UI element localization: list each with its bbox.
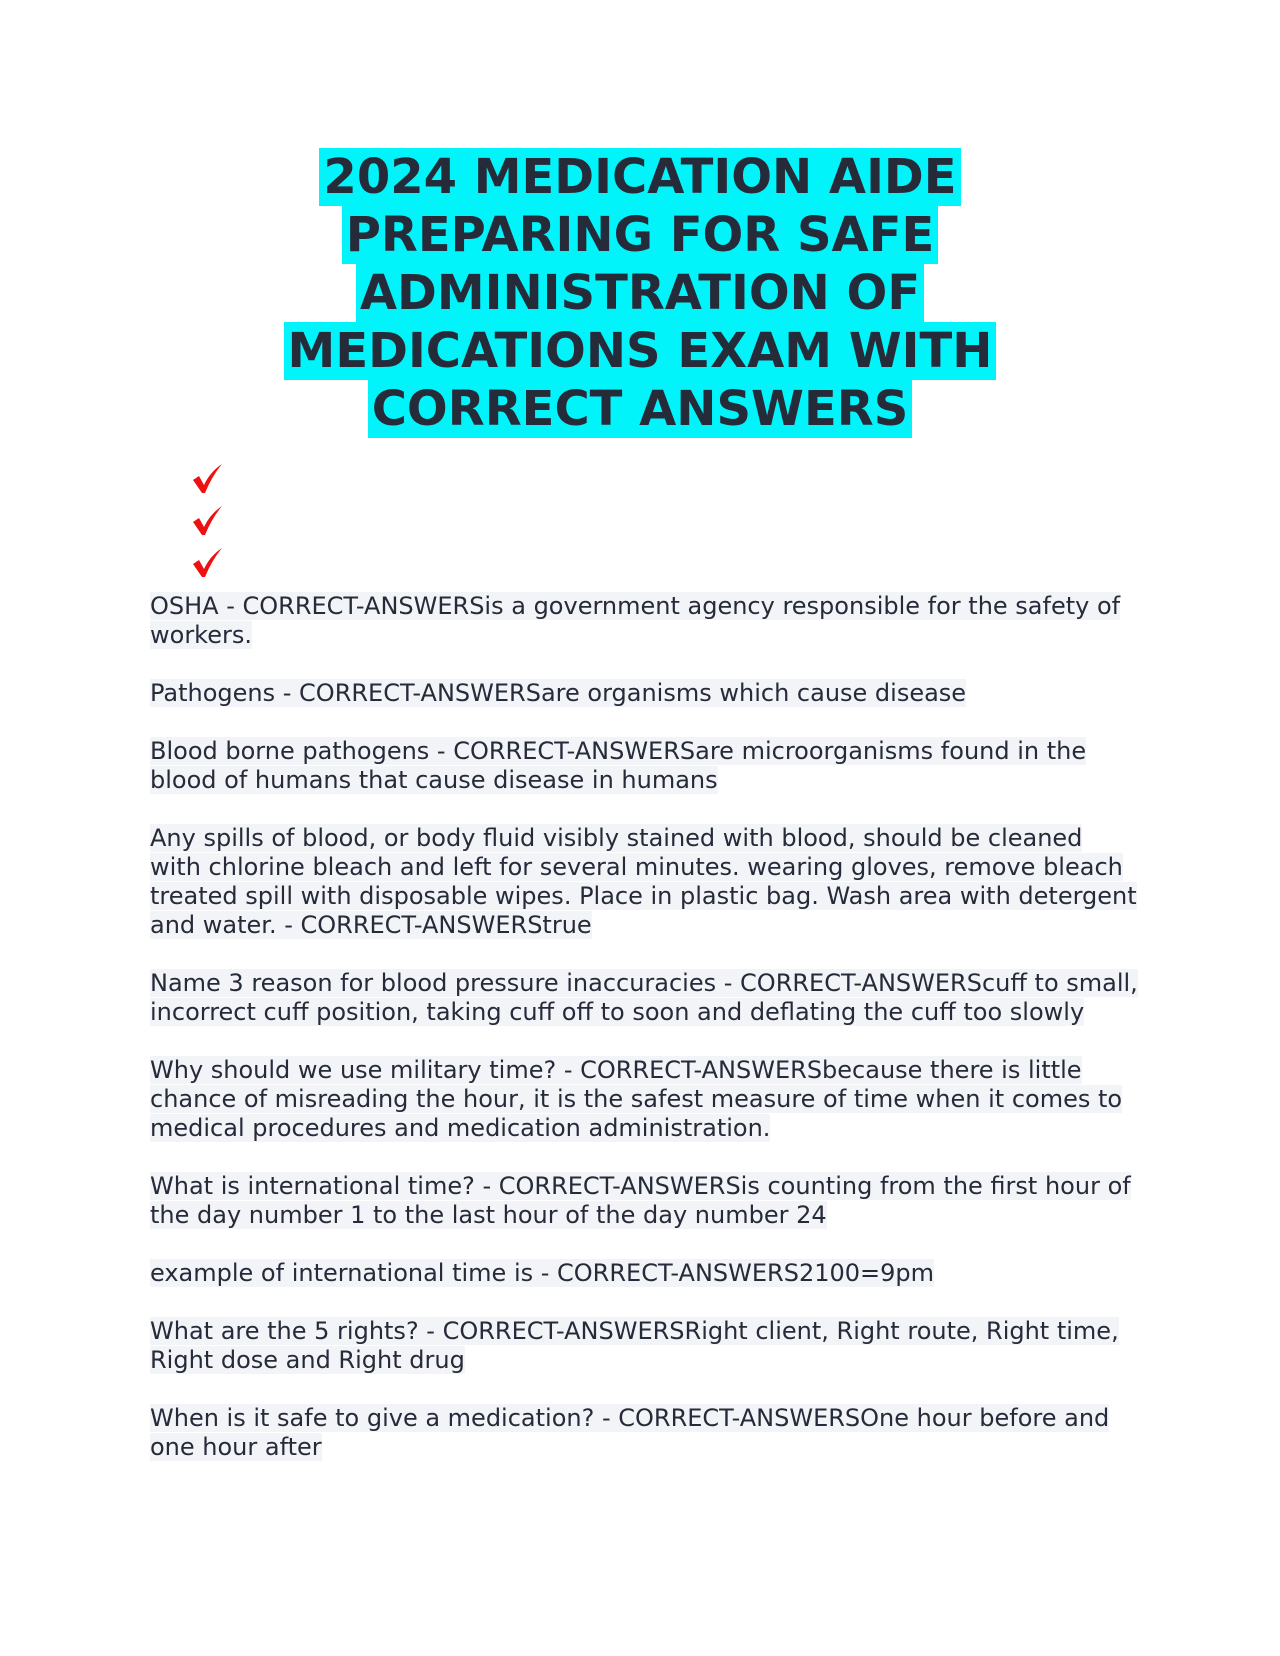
title-line: MEDICATIONS EXAM WITH [284,322,997,380]
qa-item-text: Why should we use military time? - CORRECT-ANSWERSbecause there is little chance of misreading the hour, it is the safest measure of time when it comes to medical procedures and medication administration. [150,1056,1123,1142]
qa-item-text: What is international time? - CORRECT-ANSWERSis counting from the first hour of the day number 1 to the last hour of the day number 24 [150,1172,1131,1229]
title-line: PREPARING FOR SAFE [342,206,939,264]
red-checkmark-icon [190,546,250,588]
qa-item-text: Blood borne pathogens - CORRECT-ANSWERSare microorganisms found in the blood of humans that cause disease in humans [150,737,1087,794]
qa-item [150,1056,1140,1143]
qa-item-text: What are the 5 rights? - CORRECT-ANSWERSRight client, Right route, Right time, Right dose and Right drug [150,1317,1119,1374]
document-title [150,148,1130,438]
qa-item [150,1317,1140,1375]
qa-item-text: example of international time is - CORRECT-ANSWERS2100=9pm [150,1259,935,1287]
red-checkmark-icon [190,462,250,504]
qa-item [150,969,1140,1027]
qa-item [150,679,1140,708]
checkmark-list [190,462,250,588]
title-line: ADMINISTRATION OF [356,264,924,322]
red-checkmark-icon [190,504,250,546]
qa-item [150,1259,1140,1288]
title-line: CORRECT ANSWERS [368,380,913,438]
qa-item [150,1404,1140,1462]
question-answer-list [150,592,1140,1491]
qa-item [150,592,1140,650]
qa-item-text: OSHA - CORRECT-ANSWERSis a government agency responsible for the safety of workers. [150,592,1121,649]
qa-item-text: Any spills of blood, or body fluid visibly stained with blood, should be cleaned with chlorine bleach and left for several minutes. wearing gloves, remove bleach treated spill with disposable wipes. Place in plastic bag. Wash area with detergent and water. - CORRECT-ANSWERStrue [150,824,1137,939]
qa-item-text: When is it safe to give a medication? - CORRECT-ANSWERSOne hour before and one hour after [150,1404,1110,1461]
qa-item-text: Pathogens - CORRECT-ANSWERSare organisms which cause disease [150,679,967,707]
qa-item [150,737,1140,795]
qa-item [150,1172,1140,1230]
qa-item [150,824,1140,940]
qa-item-text: Name 3 reason for blood pressure inaccuracies - CORRECT-ANSWERScuff to small, incorrect cuff position, taking cuff off to soon and deflating the cuff too slowly [150,969,1138,1026]
title-line: 2024 MEDICATION AIDE [319,148,960,206]
